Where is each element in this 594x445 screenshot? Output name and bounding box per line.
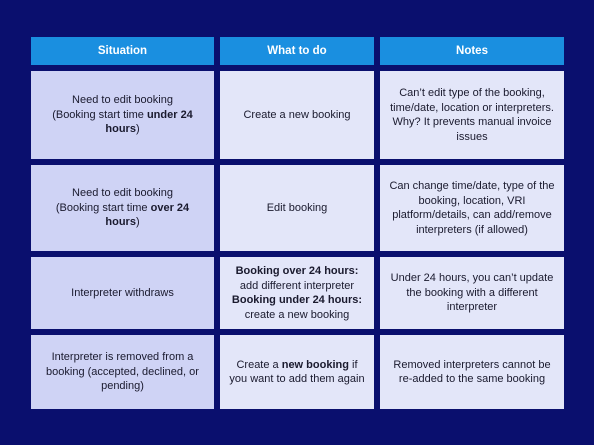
row3-what-bold2: Booking under 24 hours:	[231, 294, 363, 306]
row4-situation	[31, 335, 214, 409]
row1-situation-bold: under 24 hours	[105, 108, 193, 136]
row4-situation-text: Interpreter is removed from a booking (accepted, declined, or pending)	[46, 351, 199, 393]
row2-notes	[380, 165, 564, 251]
row1-what	[220, 71, 374, 159]
row1-situation-line1: Need to edit booking	[72, 94, 173, 107]
row2-what	[220, 165, 374, 251]
row1-notes	[380, 71, 564, 159]
booking-guidance-table	[31, 37, 564, 409]
row4-what	[220, 335, 374, 409]
row4-what-post: if you want to add them again	[229, 358, 365, 385]
row1-situation-pre: (Booking start time	[52, 108, 147, 121]
row4-what-pre: Create a	[236, 358, 282, 371]
row3-situation	[31, 257, 214, 329]
row2-situation-pre: (Booking start time	[55, 201, 151, 214]
row2-situation-post: )	[135, 216, 140, 229]
row3-notes-text: Under 24 hours, you can’t update the booking with a different interpreter	[390, 272, 554, 314]
header-notes: Notes	[380, 37, 564, 65]
row2-what-text: Edit booking	[266, 201, 328, 214]
row2-situation-line1: Need to edit booking	[72, 187, 173, 200]
row1-what-text: Create a new booking	[243, 108, 351, 121]
row1-situation-post: )	[135, 123, 140, 136]
row4-what-bold: new booking	[281, 358, 349, 371]
row4-notes	[380, 335, 564, 409]
row3-what-bold1: Booking over 24 hours:	[235, 265, 359, 277]
row1-notes-text: Can’t edit type of the booking, time/date, location or interpreters. Why? It prevents manual invoice issues	[390, 87, 554, 143]
row4-notes-text: Removed interpreters cannot be re-added to the same booking	[393, 358, 551, 385]
row1-situation	[31, 71, 214, 159]
row3-what-text1: add different interpreter	[239, 279, 355, 292]
row3-what-text2: create a new booking	[244, 308, 350, 321]
row3-situation-text: Interpreter withdraws	[71, 286, 174, 299]
row2-notes-text: Can change time/date, type of the booking, location, VRI platform/details, can add/remove interpreters (if allowed)	[389, 180, 555, 236]
row3-notes	[380, 257, 564, 329]
header-situation: Situation	[31, 37, 214, 65]
row2-situation-bold: over 24 hours	[105, 201, 190, 229]
header-what-to-do: What to do	[220, 37, 374, 65]
row2-situation	[31, 165, 214, 251]
row3-what	[220, 257, 374, 329]
